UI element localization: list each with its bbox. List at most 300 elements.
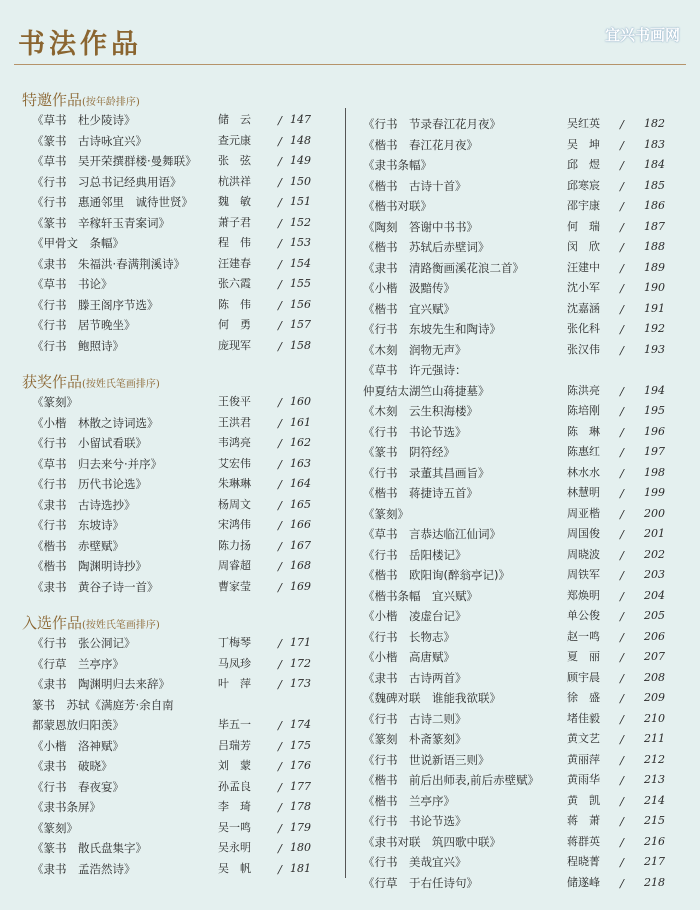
toc-entry bbox=[363, 709, 683, 730]
separator-slash: / bbox=[278, 518, 282, 532]
work-title: 《隶书条屏》 bbox=[32, 800, 101, 814]
page-number: 208 bbox=[644, 670, 665, 684]
toc-entry bbox=[363, 750, 683, 771]
author-name: 孙孟良 bbox=[218, 779, 251, 793]
toc-entry bbox=[22, 172, 332, 193]
work-title: 仲夏结太湖竺山蒋捷墓》 bbox=[363, 383, 490, 398]
page-number: 165 bbox=[290, 497, 311, 511]
work-title: 《篆书 阴符经》 bbox=[363, 445, 455, 459]
work-title: 《楷书 前后出师表,前后赤壁赋》 bbox=[363, 773, 540, 787]
work-title: 《隶书 古诗选抄》 bbox=[32, 497, 136, 512]
author-name: 萧子君 bbox=[218, 215, 251, 229]
work-title: 《行书 习总书记经典用语》 bbox=[32, 174, 182, 189]
toc-entry bbox=[363, 135, 683, 156]
author-name: 王俊平 bbox=[218, 395, 251, 408]
author-name: 吴一鸣 bbox=[218, 820, 251, 834]
separator-slash: / bbox=[278, 718, 282, 732]
author-name: 杨周文 bbox=[218, 497, 251, 511]
toc-entry bbox=[22, 556, 332, 577]
page-number: 155 bbox=[290, 277, 311, 290]
author-name: 杭洪祥 bbox=[218, 174, 251, 188]
author-name: 蒋群英 bbox=[567, 834, 600, 848]
separator-slash: / bbox=[620, 732, 624, 746]
toc-entry bbox=[363, 114, 683, 135]
author-name: 周铁军 bbox=[567, 568, 600, 581]
work-title: 《隶书 孟浩然诗》 bbox=[32, 861, 136, 876]
toc-entry bbox=[22, 736, 332, 757]
watermark-logo: 宜兴书画网 bbox=[604, 26, 680, 44]
toc-entry bbox=[22, 777, 332, 798]
page-number: 172 bbox=[290, 656, 311, 670]
separator-slash: / bbox=[620, 158, 624, 172]
toc-entry bbox=[363, 606, 683, 627]
toc-entry bbox=[363, 381, 683, 402]
section-note: (按年龄排序) bbox=[82, 97, 140, 108]
separator-slash: / bbox=[620, 793, 624, 808]
page-number: 157 bbox=[290, 318, 311, 331]
page-number: 169 bbox=[290, 579, 311, 593]
page-number: 194 bbox=[644, 383, 665, 397]
author-name: 沈嘉涵 bbox=[567, 301, 600, 315]
work-title: 《草书 言恭达临江仙词》 bbox=[363, 527, 501, 541]
work-title: 《楷书 蒋捷诗五首》 bbox=[363, 486, 478, 500]
separator-slash: / bbox=[278, 579, 282, 594]
page-number: 184 bbox=[644, 158, 665, 171]
work-title: 《隶书 清路衡画溪花浪二首》 bbox=[363, 260, 524, 275]
author-name: 陈培刚 bbox=[567, 404, 600, 417]
page-number: 152 bbox=[290, 215, 311, 229]
page-number: 198 bbox=[644, 465, 665, 479]
work-title: 《楷书 宜兴赋》 bbox=[363, 301, 455, 316]
author-name: 黄丽萍 bbox=[567, 752, 600, 766]
work-title: 《行书 长物志》 bbox=[363, 629, 455, 644]
work-title: 《行书 历代书论选》 bbox=[32, 477, 147, 491]
separator-slash: / bbox=[620, 445, 624, 459]
work-title: 都蒙恩放归阳羡》 bbox=[32, 718, 124, 732]
author-name: 黄文艺 bbox=[567, 732, 600, 745]
toc-entry bbox=[363, 647, 683, 668]
author-name: 魏 敏 bbox=[218, 195, 251, 208]
work-title: 《草书 杜少陵诗》 bbox=[32, 113, 136, 127]
toc-entry bbox=[22, 756, 332, 777]
work-title: 《行书 居节晚坐》 bbox=[32, 318, 136, 332]
separator-slash: / bbox=[278, 636, 282, 650]
separator-slash: / bbox=[620, 486, 624, 500]
work-title: 《隶书条幅》 bbox=[363, 158, 432, 172]
separator-slash: / bbox=[620, 527, 624, 541]
separator-slash: / bbox=[620, 629, 624, 644]
separator-slash: / bbox=[278, 395, 282, 409]
work-title: 《篆书 散氏盘集字》 bbox=[32, 841, 147, 855]
work-title: 《木刻 润物无声》 bbox=[363, 342, 467, 357]
toc-entry bbox=[22, 859, 332, 880]
author-name: 顾宇晨 bbox=[567, 670, 600, 684]
work-title: 《行书 东坡先生和陶诗》 bbox=[363, 322, 501, 336]
work-title: 《草书 吴开荣撰群楼·曼舞联》 bbox=[32, 154, 197, 168]
work-title: 《行书 书论节选》 bbox=[363, 424, 467, 439]
separator-slash: / bbox=[620, 219, 624, 234]
work-title: 《魏碑对联 谁能我欲联》 bbox=[363, 691, 501, 705]
author-name: 黄 凯 bbox=[567, 793, 600, 807]
work-title: 《楷书条幅 宜兴赋》 bbox=[363, 588, 478, 603]
page-number: 177 bbox=[290, 779, 311, 793]
page-number: 161 bbox=[290, 415, 311, 429]
work-title: 《篆书 古诗咏宜兴》 bbox=[32, 133, 147, 148]
toc-entry bbox=[363, 422, 683, 443]
separator-slash: / bbox=[278, 133, 282, 148]
separator-slash: / bbox=[278, 820, 282, 835]
author-name: 郑焕明 bbox=[567, 588, 600, 602]
toc-entry bbox=[22, 495, 332, 516]
work-title: 篆书 苏轼《满庭芳·余自南 bbox=[32, 697, 174, 712]
author-name: 汪建春 bbox=[218, 256, 251, 270]
work-title: 《楷书对联》 bbox=[363, 199, 432, 213]
work-title: 《行书 岳阳楼记》 bbox=[363, 547, 467, 562]
page-number: 206 bbox=[644, 629, 665, 643]
work-title: 《行书 张公洞记》 bbox=[32, 636, 136, 650]
separator-slash: / bbox=[620, 773, 624, 787]
section-title bbox=[22, 90, 332, 110]
page-number: 215 bbox=[644, 814, 665, 827]
toc-entry bbox=[22, 254, 332, 275]
toc-entry bbox=[22, 110, 332, 131]
toc-entry bbox=[363, 155, 683, 176]
page-number: 190 bbox=[644, 281, 665, 294]
column-divider bbox=[345, 108, 346, 878]
page-number: 211 bbox=[644, 732, 665, 745]
author-name: 刘 蒙 bbox=[218, 759, 251, 772]
page-number: 182 bbox=[644, 117, 665, 130]
page-number: 174 bbox=[290, 718, 311, 731]
toc-entry bbox=[363, 545, 683, 566]
work-title: 《楷书 兰亭序》 bbox=[363, 793, 455, 808]
page-number: 199 bbox=[644, 486, 665, 499]
toc-entry bbox=[22, 818, 332, 839]
author-name: 林水水 bbox=[567, 465, 600, 479]
toc-entry bbox=[22, 715, 332, 736]
page-number: 158 bbox=[290, 338, 311, 352]
work-title: 《篆刻 朴斋篆刻》 bbox=[363, 732, 467, 746]
separator-slash: / bbox=[620, 670, 624, 685]
author-name: 何 瑞 bbox=[567, 219, 600, 233]
work-title: 《隶书 破晓》 bbox=[32, 759, 113, 773]
page-number: 201 bbox=[644, 527, 665, 540]
author-name: 周晓波 bbox=[567, 547, 600, 561]
author-name: 艾宏伟 bbox=[218, 456, 251, 470]
author-name: 邱 煜 bbox=[567, 158, 600, 171]
page-number: 200 bbox=[644, 506, 665, 520]
page-number: 209 bbox=[644, 691, 665, 704]
section-title bbox=[22, 613, 332, 633]
separator-slash: / bbox=[278, 195, 282, 209]
work-title: 《篆刻》 bbox=[32, 395, 78, 409]
work-title: 《草书 归去来兮·并序》 bbox=[32, 456, 163, 471]
author-name: 邵宇康 bbox=[567, 199, 600, 212]
page-number: 178 bbox=[290, 800, 311, 813]
author-name: 李 琦 bbox=[218, 800, 251, 813]
separator-slash: / bbox=[620, 240, 624, 254]
page-number: 179 bbox=[290, 820, 311, 834]
work-title: 《行书 古诗二则》 bbox=[363, 711, 467, 726]
work-title: 《行书 美哉宜兴》 bbox=[363, 855, 467, 869]
author-name: 闵 欣 bbox=[567, 240, 600, 253]
work-title: 《楷书 苏轼后赤壁词》 bbox=[363, 240, 490, 254]
page-number: 196 bbox=[644, 424, 665, 438]
page-number: 210 bbox=[644, 711, 665, 725]
author-name: 陈力扬 bbox=[218, 538, 251, 552]
page-number: 189 bbox=[644, 260, 665, 274]
author-name: 吕瑞芳 bbox=[218, 738, 251, 752]
work-title: 《草书 书论》 bbox=[32, 277, 113, 291]
toc-entry bbox=[363, 442, 683, 463]
page-number: 154 bbox=[290, 256, 311, 270]
work-title: 《行书 世说新语三则》 bbox=[363, 752, 490, 767]
page-number: 164 bbox=[290, 477, 311, 490]
separator-slash: / bbox=[278, 779, 282, 794]
separator-slash: / bbox=[278, 559, 282, 573]
work-title: 《行书 鲍照诗》 bbox=[32, 338, 124, 353]
separator-slash: / bbox=[620, 342, 624, 357]
author-name: 马凤珍 bbox=[218, 656, 251, 670]
separator-slash: / bbox=[278, 759, 282, 773]
author-name: 张 弦 bbox=[218, 154, 251, 167]
work-title: 《小楷 林散之诗词选》 bbox=[32, 415, 159, 430]
toc-entry bbox=[363, 565, 683, 586]
separator-slash: / bbox=[620, 609, 624, 623]
author-name: 邱寒宸 bbox=[567, 178, 600, 192]
work-title: 《隶书 朱福洪·春满荆溪诗》 bbox=[32, 256, 186, 271]
page-number: 197 bbox=[644, 445, 665, 458]
page-number: 207 bbox=[644, 650, 665, 663]
toc-entry bbox=[363, 463, 683, 484]
separator-slash: / bbox=[620, 199, 624, 213]
author-name: 查元康 bbox=[218, 133, 251, 147]
toc-entry bbox=[363, 360, 683, 381]
page-number: 205 bbox=[644, 609, 665, 622]
page-number: 191 bbox=[644, 301, 665, 315]
author-name: 张六霞 bbox=[218, 277, 251, 290]
author-name: 吴 帆 bbox=[218, 861, 251, 875]
separator-slash: / bbox=[620, 568, 624, 582]
page-number: 216 bbox=[644, 834, 665, 848]
separator-slash: / bbox=[278, 841, 282, 855]
toc-entry bbox=[363, 299, 683, 320]
toc-entry bbox=[22, 577, 332, 598]
work-title: 《篆书 辛稼轩玉青案词》 bbox=[32, 215, 170, 230]
author-name: 程 伟 bbox=[218, 236, 251, 249]
toc-entry bbox=[363, 729, 683, 750]
separator-slash: / bbox=[278, 415, 282, 430]
toc-entry bbox=[22, 536, 332, 557]
toc-entry bbox=[363, 791, 683, 812]
separator-slash: / bbox=[620, 711, 624, 726]
page-number: 175 bbox=[290, 738, 311, 752]
separator-slash: / bbox=[620, 752, 624, 767]
toc-entry bbox=[22, 192, 332, 213]
page-number: 212 bbox=[644, 752, 665, 766]
separator-slash: / bbox=[620, 875, 624, 890]
author-name: 陈 伟 bbox=[218, 297, 251, 311]
author-name: 曹家莹 bbox=[218, 579, 251, 593]
page-number: 156 bbox=[290, 297, 311, 311]
author-name: 庞现军 bbox=[218, 338, 251, 352]
page-number: 218 bbox=[644, 875, 665, 889]
toc-entry bbox=[22, 474, 332, 495]
page-number: 187 bbox=[644, 219, 665, 233]
page-number: 171 bbox=[290, 636, 311, 649]
author-name: 赵一鸣 bbox=[567, 629, 600, 643]
separator-slash: / bbox=[278, 113, 282, 127]
work-title: 《隶书 陶渊明归去来辞》 bbox=[32, 677, 170, 691]
work-title: 《行书 惠通邻里 诚待世贤》 bbox=[32, 195, 193, 209]
page-number: 173 bbox=[290, 677, 311, 690]
title-rule bbox=[14, 64, 686, 65]
toc-entry bbox=[363, 811, 683, 832]
work-title: 《行草 于右任诗句》 bbox=[363, 875, 478, 890]
page-number: 217 bbox=[644, 855, 665, 868]
author-name: 叶 萍 bbox=[218, 677, 251, 690]
author-name: 周亚楷 bbox=[567, 506, 600, 520]
toc-entry bbox=[363, 483, 683, 504]
work-title: 《小楷 洛神赋》 bbox=[32, 738, 124, 753]
toc-entry bbox=[22, 838, 332, 859]
toc-entry bbox=[363, 873, 683, 894]
separator-slash: / bbox=[278, 800, 282, 814]
right-column bbox=[363, 114, 683, 893]
toc-entry bbox=[22, 274, 332, 295]
separator-slash: / bbox=[278, 215, 282, 230]
author-name: 沈小军 bbox=[567, 281, 600, 294]
author-name: 吴永明 bbox=[218, 841, 251, 854]
page-number: 193 bbox=[644, 342, 665, 356]
toc-entry bbox=[22, 413, 332, 434]
page-title: 书法作品 bbox=[18, 29, 142, 60]
toc-entry bbox=[22, 654, 332, 675]
author-name: 吴 坤 bbox=[567, 137, 600, 151]
separator-slash: / bbox=[620, 322, 624, 336]
author-name: 朱琳琳 bbox=[218, 477, 251, 490]
toc-entry bbox=[363, 688, 683, 709]
separator-slash: / bbox=[620, 650, 624, 664]
author-name: 宋鸿伟 bbox=[218, 518, 251, 531]
page-number: 186 bbox=[644, 199, 665, 212]
toc-entry bbox=[22, 515, 332, 536]
author-name: 毕五一 bbox=[218, 718, 251, 731]
separator-slash: / bbox=[278, 861, 282, 876]
author-name: 蒋 萧 bbox=[567, 814, 600, 827]
author-name: 储 云 bbox=[218, 113, 251, 126]
work-title: 《陶刻 答谢中书书》 bbox=[363, 219, 478, 234]
separator-slash: / bbox=[278, 656, 282, 671]
toc-entry bbox=[363, 524, 683, 545]
work-title: 《小楷 汲黯传》 bbox=[363, 281, 455, 295]
work-title: 《行草 兰亭序》 bbox=[32, 656, 124, 671]
author-name: 黄雨华 bbox=[567, 773, 600, 786]
page-number: 195 bbox=[644, 404, 665, 417]
toc-entry bbox=[363, 401, 683, 422]
page-number: 153 bbox=[290, 236, 311, 249]
separator-slash: / bbox=[278, 256, 282, 271]
section-name: 入选作品 bbox=[22, 614, 83, 632]
toc-entry bbox=[363, 319, 683, 340]
separator-slash: / bbox=[620, 260, 624, 275]
author-name: 徐 盛 bbox=[567, 691, 600, 704]
work-title: 《楷书 赤壁赋》 bbox=[32, 538, 124, 553]
separator-slash: / bbox=[620, 855, 624, 869]
section-note: (按姓氏笔画排序) bbox=[82, 379, 160, 390]
separator-slash: / bbox=[278, 154, 282, 168]
page-number: 176 bbox=[290, 759, 311, 772]
page-number: 185 bbox=[644, 178, 665, 192]
work-title: 《楷书 陶渊明诗抄》 bbox=[32, 559, 147, 573]
separator-slash: / bbox=[278, 297, 282, 312]
work-title: 《草书 许元强诗： bbox=[363, 363, 467, 377]
section-name: 获奖作品 bbox=[22, 373, 83, 391]
left-column bbox=[22, 90, 332, 879]
work-title: 《行书 节录春江花月夜》 bbox=[363, 117, 501, 131]
separator-slash: / bbox=[620, 404, 624, 418]
author-name: 王洪君 bbox=[218, 415, 251, 429]
page-number: 147 bbox=[290, 113, 311, 126]
page-number: 166 bbox=[290, 518, 311, 531]
toc-entry bbox=[363, 217, 683, 238]
toc-entry bbox=[22, 633, 332, 654]
toc-entry bbox=[22, 131, 332, 152]
separator-slash: / bbox=[620, 465, 624, 480]
separator-slash: / bbox=[278, 477, 282, 491]
separator-slash: / bbox=[620, 178, 624, 193]
work-title: 《甲骨文 条幅》 bbox=[32, 236, 124, 250]
page-number: 162 bbox=[290, 436, 311, 449]
page-number: 192 bbox=[644, 322, 665, 335]
toc-entry bbox=[22, 392, 332, 413]
page-number: 213 bbox=[644, 773, 665, 786]
author-name: 陈洪亮 bbox=[567, 383, 600, 397]
page-number: 181 bbox=[290, 861, 311, 875]
page-number: 149 bbox=[290, 154, 311, 167]
author-name: 张化科 bbox=[567, 322, 600, 335]
author-name: 陈 琳 bbox=[567, 424, 600, 438]
author-name: 程晓菁 bbox=[567, 855, 600, 868]
separator-slash: / bbox=[620, 383, 624, 398]
section-note: (按姓氏笔画排序) bbox=[82, 620, 160, 631]
separator-slash: / bbox=[278, 236, 282, 250]
toc-entry bbox=[363, 278, 683, 299]
section-title bbox=[22, 372, 332, 392]
separator-slash: / bbox=[620, 137, 624, 152]
page-number: 168 bbox=[290, 559, 311, 572]
toc-entry bbox=[363, 852, 683, 873]
separator-slash: / bbox=[278, 318, 282, 332]
work-title: 《行书 滕王阁序节选》 bbox=[32, 297, 159, 312]
work-title: 《隶书 黄谷子诗一首》 bbox=[32, 579, 159, 594]
toc-entry bbox=[363, 832, 683, 853]
work-title: 《小楷 凌虚台记》 bbox=[363, 609, 467, 623]
work-title: 《隶书对联 筑四歌中联》 bbox=[363, 834, 501, 849]
work-title: 《行书 小留试看联》 bbox=[32, 436, 147, 450]
toc-entry bbox=[22, 295, 332, 316]
author-name: 周睿超 bbox=[218, 559, 251, 572]
page-number: 214 bbox=[644, 793, 665, 807]
author-name: 陈惠红 bbox=[567, 445, 600, 458]
separator-slash: / bbox=[620, 424, 624, 439]
section-spacer bbox=[22, 597, 332, 613]
work-title: 《行书 书论节选》 bbox=[363, 814, 467, 828]
author-name: 丁梅琴 bbox=[218, 636, 251, 649]
separator-slash: / bbox=[620, 691, 624, 705]
page-number: 202 bbox=[644, 547, 665, 561]
page-number: 180 bbox=[290, 841, 311, 854]
